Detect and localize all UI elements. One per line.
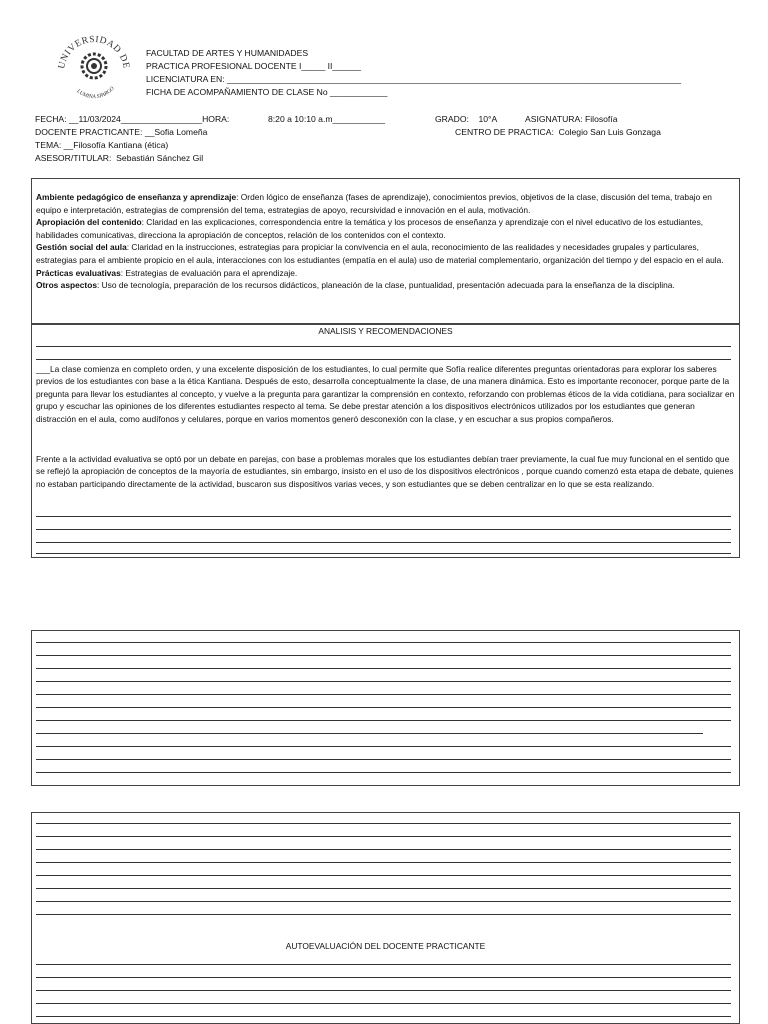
writing-line bbox=[36, 1016, 731, 1017]
analysis-box bbox=[31, 324, 740, 558]
subject-field: ASIGNATURA: Filosofía bbox=[525, 114, 618, 124]
date-field: FECHA: __11/03/2024_________________HORA: bbox=[35, 114, 230, 124]
criteria-item: Gestión social del aula: Claridad en la instrucciones, estrategias para propiciar la convivencia en el aula, reconocimiento de las realidades y necesidades grupales y particulares, estrategias para el ambiente propicio en el aula, interacciones con los estudiantes (empatía en el aula) uso de material complementario, organización del tiempo y del espacio en el aula. bbox=[36, 242, 724, 265]
center-field: CENTRO DE PRACTICA: Colegio San Luis Gonzaga bbox=[455, 127, 661, 137]
writing-line bbox=[36, 836, 731, 837]
writing-line bbox=[36, 823, 731, 824]
analysis-paragraph-2: Frente a la actividad evaluativa se optó por un debate en parejas, con base a problemas morales que los estudiantes debían traer previamente, la cual fue muy funcional en el sentido que se reflejó la apropiación de conceptos de la mayoría de estudiantes, sin embargo, insisto en el uso de los dispositivos electrónicos , porque cuando comenzó esta etapa de debate, quienes no estaban participando directamente de la actividad, buscaron sus dispositivos varias veces, y son estudiantes que se deben centralizar en lo que se esta realizando. bbox=[36, 454, 734, 489]
topic-field: TEMA: __Filosofía Kantiana (ética) bbox=[35, 140, 169, 150]
writing-line bbox=[36, 901, 731, 902]
writing-line bbox=[36, 553, 731, 554]
writing-line bbox=[36, 655, 731, 656]
university-seal-logo bbox=[50, 30, 138, 104]
writing-line bbox=[36, 1003, 731, 1004]
criteria-item: Apropiación del contenido: Claridad en las explicaciones, correspondencia entre la temática y los procesos de enseñanza y aprendizaje con el nivel educativo de los estudiantes, habilidades comunicativas, direcciona la apropiación de conceptos, relación de los contenidos con el contexto. bbox=[36, 217, 704, 240]
writing-line bbox=[36, 849, 731, 850]
writing-line bbox=[36, 720, 731, 721]
writing-line bbox=[36, 542, 731, 543]
writing-line bbox=[36, 746, 731, 747]
writing-line bbox=[36, 707, 731, 708]
advisor-field: ASESOR/TITULAR: Sebastián Sánchez Gil bbox=[35, 153, 204, 163]
evaluation-criteria-box bbox=[31, 178, 740, 324]
criteria-item: Prácticas evaluativas: Estrategias de evaluación para el aprendizaje. bbox=[36, 267, 298, 278]
writing-line bbox=[36, 990, 731, 991]
degree-line: LICENCIATURA EN: _______________________________________________________________________________________________ bbox=[146, 74, 682, 84]
writing-line bbox=[36, 759, 731, 760]
criteria-item: Otros aspectos: Uso de tecnología, preparación de los recursos didácticos, planeación de la clase, puntualidad, presentación adecuada para la enseñanza de la disciplina. bbox=[36, 280, 675, 291]
writing-line bbox=[36, 772, 731, 773]
writing-line bbox=[36, 964, 731, 965]
svg-text:LUMINA SPARGO: LUMINA SPARGO bbox=[75, 85, 116, 101]
writing-line bbox=[36, 346, 731, 347]
svg-text:UNIVERSIDAD DE CALDAS: UNIVERSIDAD DE bbox=[57, 34, 131, 70]
time-field: 8:20 a 10:10 a.m___________ bbox=[268, 114, 386, 124]
writing-line bbox=[36, 642, 731, 643]
self-evaluation-title: AUTOEVALUACIÓN DEL DOCENTE PRACTICANTE bbox=[285, 941, 486, 951]
analysis-title: ANALISIS Y RECOMENDACIONES bbox=[318, 326, 453, 336]
writing-line bbox=[36, 862, 731, 863]
writing-line bbox=[36, 977, 731, 978]
writing-line bbox=[36, 888, 731, 889]
blank-lines-box bbox=[31, 630, 740, 786]
writing-line bbox=[36, 516, 731, 517]
grade-field: GRADO: 10°A bbox=[435, 114, 498, 124]
writing-line bbox=[36, 733, 703, 734]
writing-line bbox=[36, 694, 731, 695]
writing-line bbox=[36, 359, 731, 360]
writing-line bbox=[36, 875, 731, 876]
form-title: FICHA DE ACOMPAÑAMIENTO DE CLASE No ____________ bbox=[146, 87, 388, 97]
writing-line bbox=[36, 914, 731, 915]
writing-line bbox=[36, 681, 731, 682]
practice-line: PRACTICA PROFESIONAL DOCENTE I_____ II______ bbox=[146, 61, 362, 71]
teacher-field: DOCENTE PRACTICANTE: __Sofia Lomeña bbox=[35, 127, 208, 137]
writing-line bbox=[36, 668, 731, 669]
writing-line bbox=[36, 529, 731, 530]
faculty-name: FACULTAD DE ARTES Y HUMANIDADES bbox=[146, 48, 309, 58]
self-evaluation-box bbox=[31, 812, 740, 1024]
criteria-item: Ambiente pedagógico de enseñanza y aprendizaje: Orden lógico de enseñanza (fases de aprendizaje), conocimientos previos, objetivos de la clase, discusión del tema, trabajo en equipo e interpretación, estrategias de comprensión del tema, estrategias de apoyo, recursividad e innovación en el aula, motivación. bbox=[36, 192, 712, 215]
analysis-paragraph-1: ___La clase comienza en completo orden, y una excelente disposición de los estudiantes, lo cual permite que Sofía realice diferentes preguntas orientadoras para explorar los saberes previos de los estudiantes con base a la ética Kantiana. Después de esto, desarrolla conceptualmente la clase, de una manera dinámica. Esto es importante reconocer, porque parte de la pregunta para llevar los estudiantes al concepto, y vuelve a la pregunta para garantizar la comprensión en contexto, reforzando con problemas éticos de la vida cotidiana, para socializar en grupo y escuchar las opiniones de los diferentes estudiantes respecto al tema. Se debe prestar atención a los dispositivos electrónicos utilizados por los estudiantes que generan distracción en el aula, como audífonos y celulares, porque en varios momentos generó desconexión con la clase, y en escuchar a sus propios compañeros. bbox=[36, 364, 735, 424]
